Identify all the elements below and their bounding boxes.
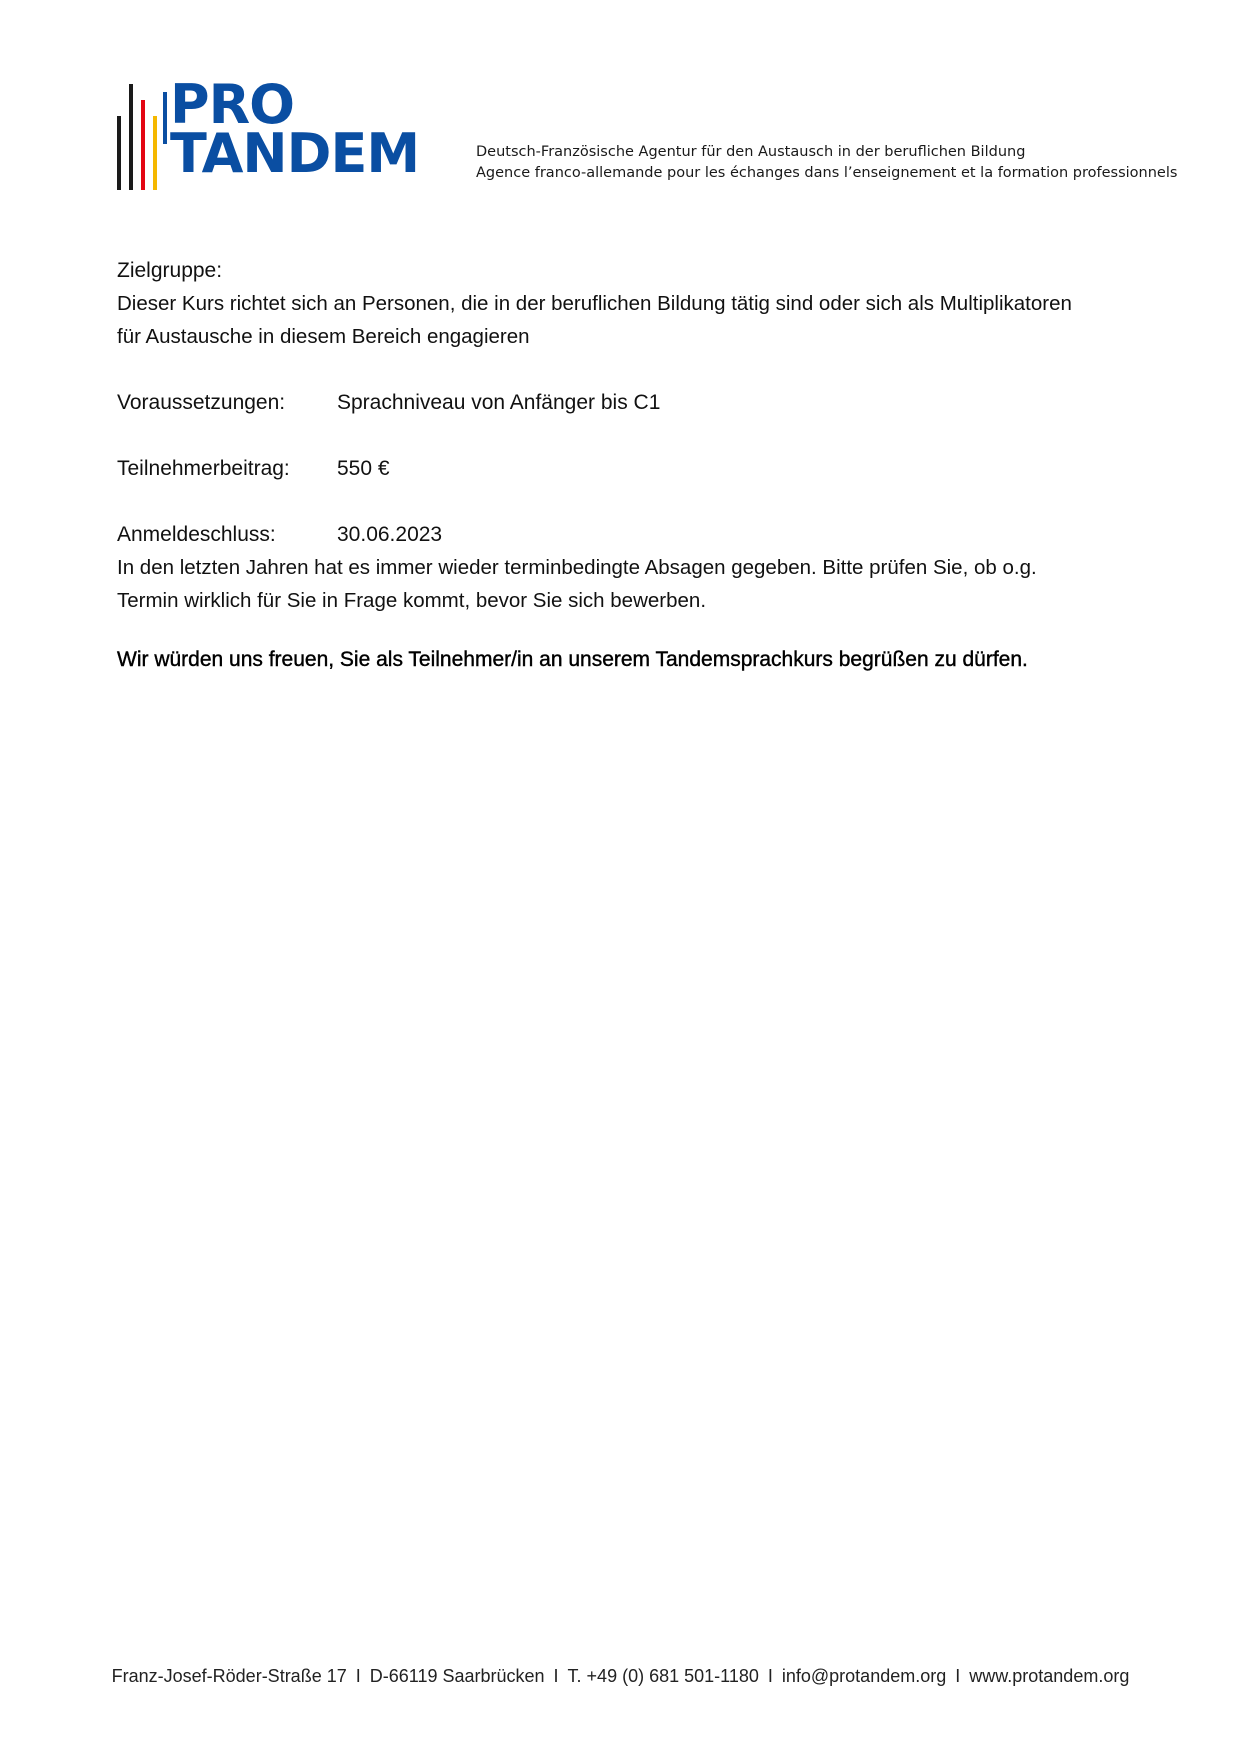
logo-bar-black (117, 116, 121, 190)
footer-phone: T. +49 (0) 681 501-1180 (567, 1666, 759, 1686)
page-footer (0, 1666, 1241, 1687)
logo-bar-red (141, 100, 145, 190)
logo-line-pro: PRO (170, 73, 295, 136)
logo-bar-yellow (153, 116, 157, 190)
teilnehmerbeitrag-row (117, 452, 390, 485)
logo-bar-blue (163, 92, 167, 144)
logo-line-tandem: TANDEM (170, 122, 420, 185)
footer-website: www.protandem.org (969, 1666, 1130, 1686)
logo-bars-graphic (117, 84, 167, 190)
footer-email: info@protandem.org (781, 1666, 947, 1686)
agency-description (476, 142, 1177, 184)
footer-separator: I (767, 1666, 773, 1686)
footer-separator: I (955, 1666, 961, 1686)
teilnehmerbeitrag-value: 550 € (337, 457, 390, 480)
voraussetzungen-value: Sprachniveau von Anfänger bis C1 (337, 391, 661, 414)
agency-description-de: Deutsch-Französische Agentur für den Austausch in der beruflichen Bildung (476, 144, 1026, 160)
anmeldeschluss-label: Anmeldeschluss: (117, 523, 276, 546)
zielgruppe-label: Zielgruppe: (117, 259, 223, 282)
teilnehmerbeitrag-label: Teilnehmerbeitrag: (117, 457, 290, 480)
footer-separator: I (355, 1666, 361, 1686)
footer-street: Franz-Josef-Röder-Straße 17 (111, 1666, 347, 1686)
footer-city: D-66119 Saarbrücken (369, 1666, 545, 1686)
zielgruppe-section (117, 254, 1072, 353)
zielgruppe-text-line2: für Austausche in diesem Bereich engagieren (117, 325, 530, 348)
hinweis-paragraph (117, 551, 1037, 617)
zielgruppe-text-line1: Dieser Kurs richtet sich an Personen, die in der beruflichen Bildung tätig sind oder sich als Multiplikatoren (117, 292, 1072, 315)
anmeldeschluss-value: 30.06.2023 (337, 523, 443, 546)
voraussetzungen-row (117, 386, 661, 419)
logo-bar-black-tall (129, 84, 133, 190)
hinweis-line1: In den letzten Jahren hat es immer wieder terminbedingte Absagen gegeben. Bitte prüfen Sie, ob o.g. (117, 556, 1037, 579)
hinweis-line2: Termin wirklich für Sie in Frage kommt, bevor Sie sich bewerben. (117, 589, 707, 612)
protandem-logo (117, 73, 427, 190)
voraussetzungen-label: Voraussetzungen: (117, 391, 286, 414)
logo-wordmark (170, 73, 420, 185)
anmeldeschluss-row (117, 518, 443, 551)
agency-description-fr: Agence franco-allemande pour les échanges dans l’enseignement et la formation professionnels (476, 165, 1178, 181)
closing-sentence: Wir würden uns freuen, Sie als Teilnehmer/in an unserem Tandemsprachkurs begrüßen zu dürfen. (117, 648, 1028, 671)
footer-separator: I (553, 1666, 559, 1686)
